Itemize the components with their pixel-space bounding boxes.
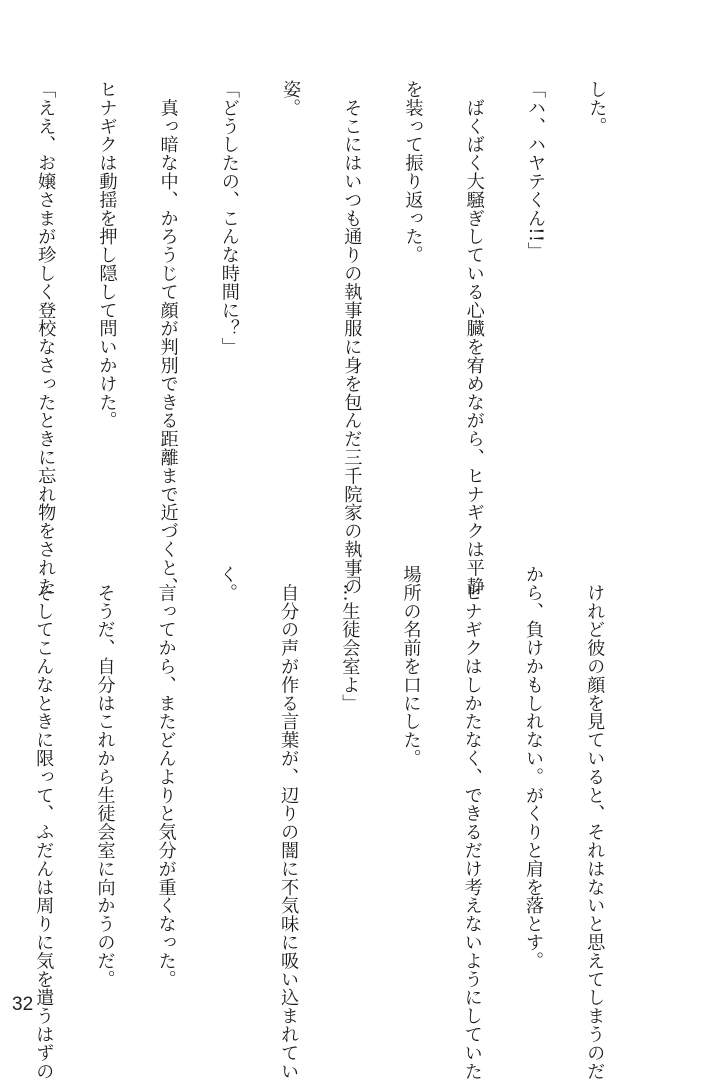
text-column: そこにはいつも通りの執事服に身を包んだ三千院家の執事の <box>341 80 363 596</box>
text-column: から、負けかもしれない。がくりと肩を落とす。 <box>522 565 544 970</box>
page-number: 32 <box>12 994 34 1015</box>
text-column: 姿。 <box>280 80 302 117</box>
text-column: 真っ暗な中、かろうじて顔が判別できる距離まで近づくと、 <box>157 80 179 596</box>
text-column: そうだ、自分はこれから生徒会室に向かうのだ。 <box>94 565 116 989</box>
text-column: く。 <box>216 565 238 602</box>
text-block-top <box>35 80 647 596</box>
text-column: 「…生徒会室よ」 <box>339 565 361 713</box>
text-column: けれど彼の顔を見ていると、それはないと思えてしまうのだ <box>584 565 606 1080</box>
text-column: 自分の声が作る言葉が、辺りの闇に不気味に吸い込まれてい <box>278 565 300 1080</box>
text-column: 「どうしたの、こんな時間に？」 <box>218 80 240 356</box>
text-column: を装って振り返った。 <box>402 80 424 264</box>
text-column: ばくばく大騒ぎしている心臓を宥めながら、ヒナギクは平静 <box>463 80 485 596</box>
text-column: した。 <box>586 80 608 136</box>
text-column: ヒナギクはしかたなく、できるだけ考えないようにしていた <box>461 565 483 1080</box>
text-column: 「ハ、ハヤテくん!!」 <box>524 80 546 261</box>
text-column: そしてこんなときに限って、ふだんは周りに気を遣うはずの <box>33 565 55 1080</box>
text-column: 「ええ、お嬢さまが珍しく登校なさったときに忘れ物をされた <box>35 80 57 596</box>
text-column: 場所の名前を口にした。 <box>400 565 422 768</box>
text-column: 言ってから、またどんよりと気分が重くなった。 <box>155 565 177 989</box>
text-block-bottom <box>33 565 645 1080</box>
text-column: ヒナギクは動揺を押し隠して問いかけた。 <box>96 80 118 430</box>
